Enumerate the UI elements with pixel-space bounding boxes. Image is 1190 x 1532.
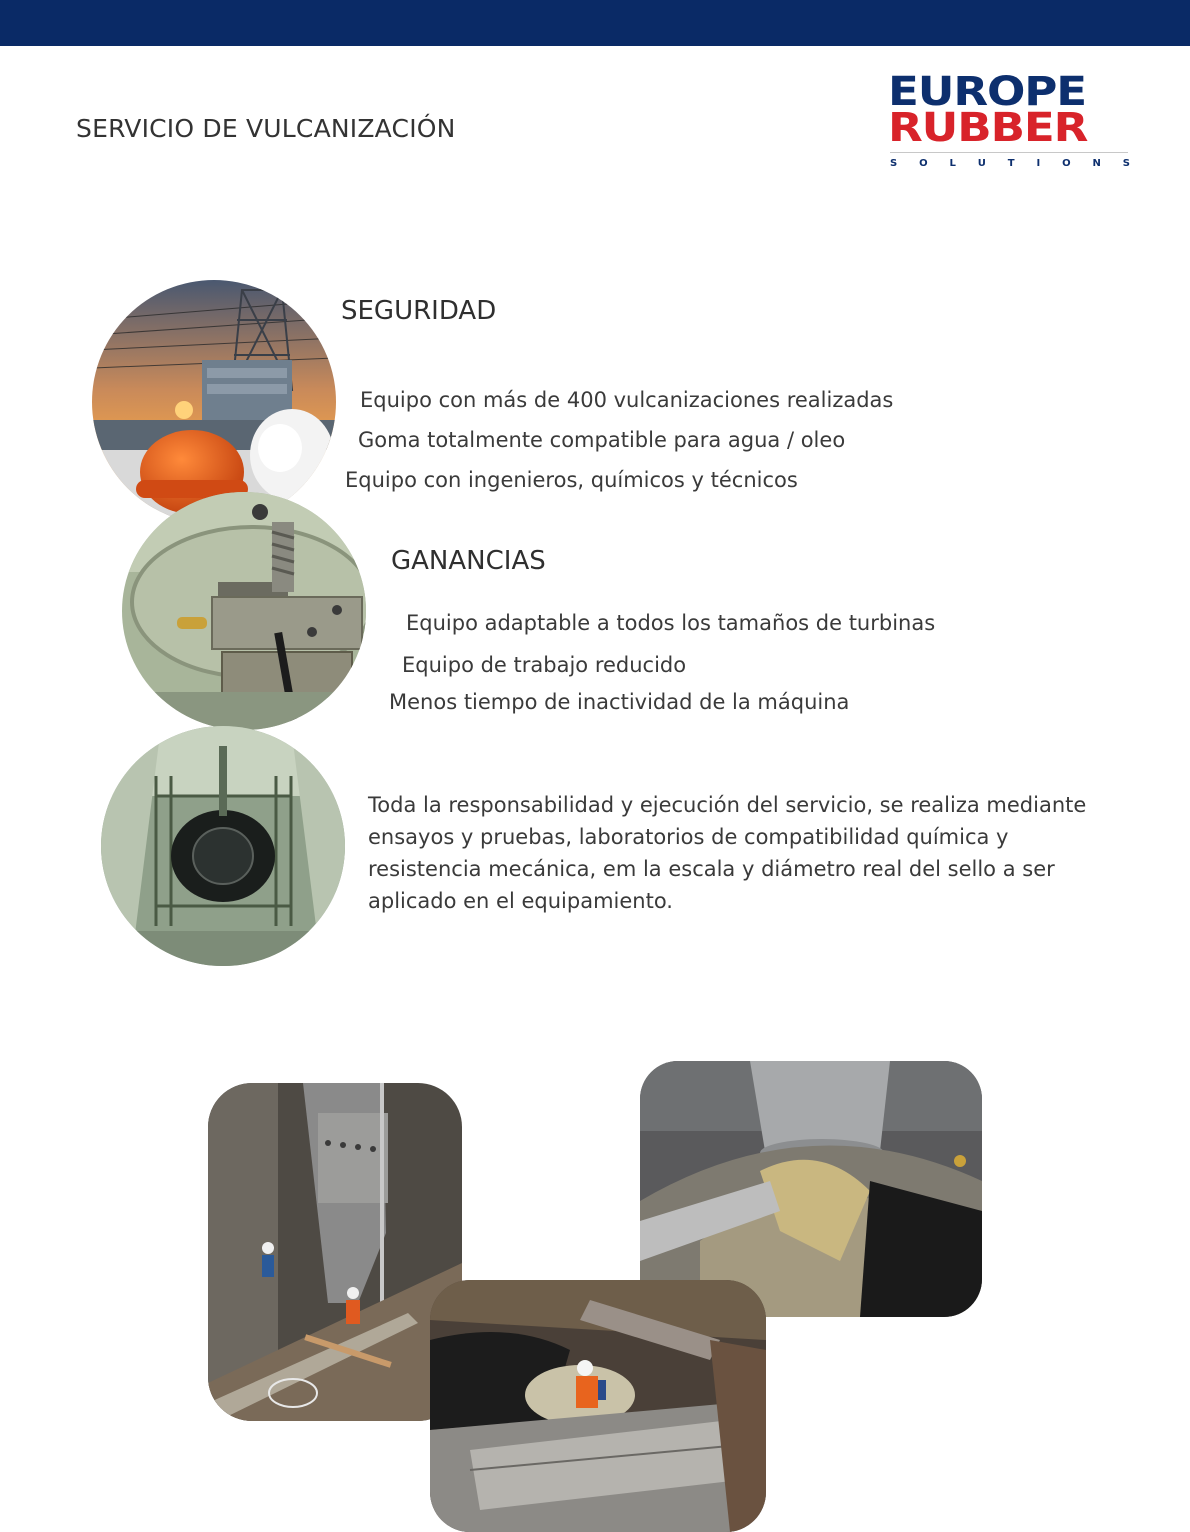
ganancias-item-1: Equipo adaptable a todos los tamaños de turbinas [406, 611, 936, 635]
logo-divider [890, 152, 1128, 153]
logo-letter: T [1007, 158, 1015, 169]
logo-letter: S [890, 158, 898, 169]
photo-turbine-shaft-workers [208, 1083, 462, 1421]
logo-word-rubber: RUBBER [888, 105, 1088, 151]
responsabilidad-paragraph: Toda la responsabilidad y ejecución del servicio, se realiza mediante ensayos y pruebas, laboratorios de compatibilidad química y resistencia mecánica, em la escala y diámetro real del sello a ser aplicado en el equipamiento. [368, 793, 1087, 913]
logo-letter: O [919, 158, 928, 169]
logo-letter: S [1122, 158, 1130, 169]
ganancias-heading: GANANCIAS [391, 546, 546, 576]
logo-letter: N [1092, 158, 1101, 169]
seguridad-heading: SEGURIDAD [341, 296, 497, 326]
logo-word-europe: EUROPE [888, 69, 1087, 115]
photo-substation-hardhats [92, 280, 336, 524]
seguridad-item-3: Equipo con ingenieros, químicos y técnicos [345, 468, 798, 492]
page-title: SERVICIO DE VULCANIZACIÓN [76, 114, 456, 143]
logo-letter: L [949, 158, 956, 169]
seguridad-item-1: Equipo con más de 400 vulcanizaciones realizadas [360, 388, 894, 412]
logo-letter: I [1036, 158, 1041, 169]
photo-turbine-scaffolding [101, 726, 345, 966]
photo-worker-turbine-blade [430, 1280, 766, 1532]
photo-turbine-hub [640, 1061, 982, 1317]
seguridad-item-2: Goma totalmente compatible para agua / oleo [358, 428, 846, 452]
logo-letter: O [1062, 158, 1071, 169]
photo-vulcanizing-press [122, 492, 366, 730]
logo-letter: U [977, 158, 986, 169]
brand-logo [888, 69, 1132, 174]
logo-word-solutions [890, 158, 1130, 169]
top-bar [0, 0, 1190, 46]
ganancias-item-2: Equipo de trabajo reducido [402, 653, 687, 677]
ganancias-item-3: Menos tiempo de inactividad de la máquina [389, 690, 850, 714]
